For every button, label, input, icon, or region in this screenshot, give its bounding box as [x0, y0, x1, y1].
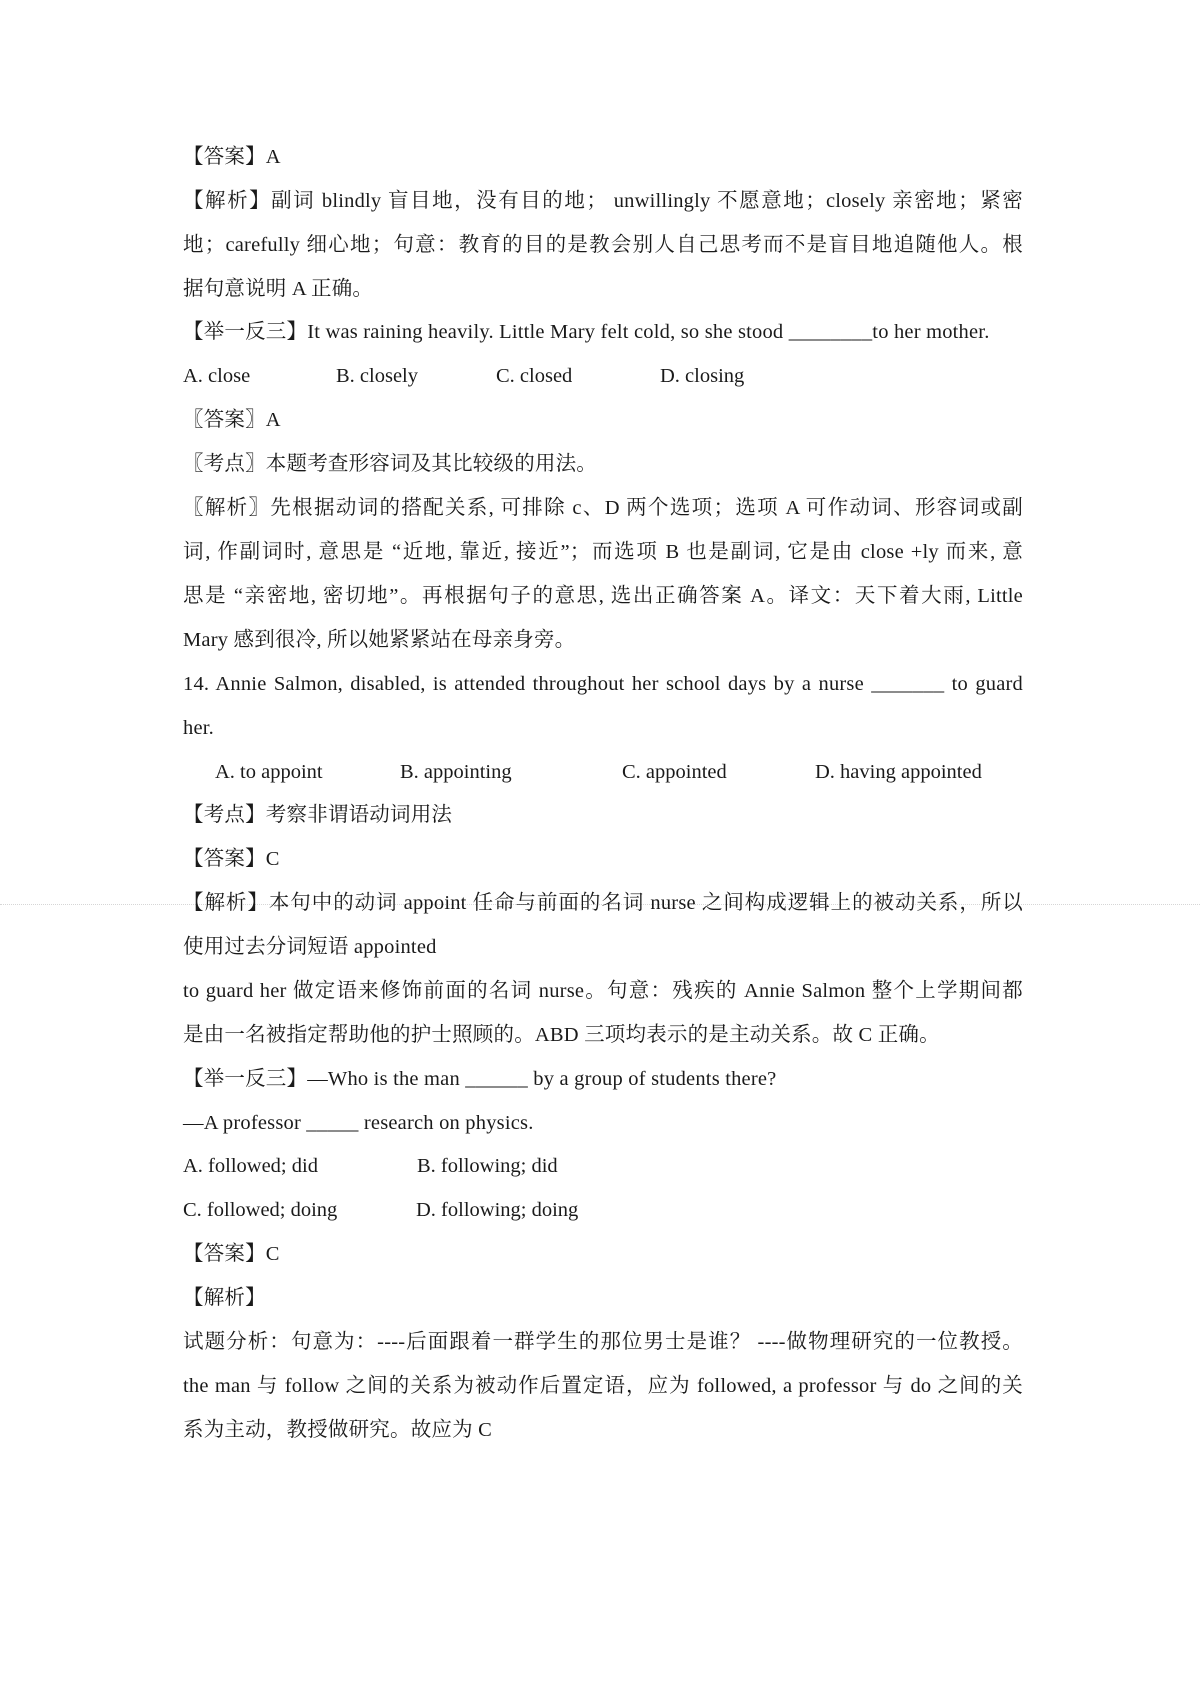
option-a: A. to appoint — [215, 761, 323, 783]
related-question-cont: —A professor _____ research on physics. — [183, 1112, 534, 1134]
related-analysis-line: 系为主动，教授做研究。故应为 C — [183, 1419, 492, 1441]
related-point: 〖考点〗本题考查形容词及其比较级的用法。 — [183, 453, 597, 475]
analysis-line: 是由一名被指定帮助他的护士照顾的。ABD 三项均表示的是主动关系。故 C 正确。 — [183, 1024, 940, 1046]
analysis-line: 【解析】副词 blindly 盲目地，没有目的地； unwillingly 不愿意地；closely 亲密地；紧密 — [183, 190, 1023, 212]
analysis-line: 【解析】本句中的动词 appoint 任命与前面的名词 nurse 之间构成逻辑上的被动关系，所以 — [183, 892, 1023, 914]
answer-line: 【答案】A — [183, 146, 281, 168]
question-14-cont: her. — [183, 717, 214, 739]
related-analysis-line: 试题分析：句意为：----后面跟着一群学生的那位男士是谁？ ----做物理研究的一位教授。 — [183, 1331, 1023, 1353]
related-analysis-head: 【解析】 — [183, 1287, 266, 1309]
related-question: 【举一反三】It was raining heavily. Little Mary felt cold, so she stood ________to her mother. — [183, 321, 990, 343]
related-analysis-line: 〖解析〗先根据动词的搭配关系, 可排除 c、D 两个选项；选项 A 可作动词、形容词或副 — [183, 497, 1023, 519]
option-c: C. followed; doing — [183, 1199, 338, 1221]
related-question: 【举一反三】—Who is the man ______ by a group of students there? — [183, 1068, 777, 1090]
related-analysis-line: 思是 “亲密地, 密切地”。再根据句子的意思, 选出正确答案 A。译文：天下着大雨, Little — [183, 585, 1023, 607]
point-line: 【考点】考察非谓语动词用法 — [183, 804, 453, 826]
related-analysis-line: the man 与 follow 之间的关系为被动作后置定语，应为 followed, a professor 与 do 之间的关 — [183, 1375, 1023, 1397]
question-14: 14. Annie Salmon, disabled, is attended throughout her school days by a nurse _______ to guard — [183, 673, 1023, 695]
option-a: A. close — [183, 365, 251, 387]
analysis-line: 使用过去分词短语 appointed — [183, 936, 437, 958]
related-analysis-line: Mary 感到很冷, 所以她紧紧站在母亲身旁。 — [183, 629, 576, 651]
option-d: D. having appointed — [815, 761, 982, 783]
related-answer: 【答案】C — [183, 1243, 280, 1265]
related-analysis-line: 词, 作副词时, 意思是 “近地, 靠近, 接近”；而选项 B 也是副词, 它是由 close +ly 而来, 意 — [183, 541, 1023, 563]
option-a: A. followed; did — [183, 1155, 318, 1177]
option-c: C. closed — [496, 365, 573, 387]
option-d: D. closing — [660, 365, 745, 387]
option-c: C. appointed — [622, 761, 727, 783]
analysis-line: 据句意说明 A 正确。 — [183, 278, 374, 300]
related-answer: 〖答案〗A — [183, 409, 281, 431]
answer-line: 【答案】C — [183, 848, 280, 870]
option-b: B. following; did — [417, 1155, 558, 1177]
option-b: B. closely — [336, 365, 418, 387]
option-d: D. following; doing — [416, 1199, 579, 1221]
analysis-line: to guard her 做定语来修饰前面的名词 nurse。句意：残疾的 Annie Salmon 整个上学期间都 — [183, 980, 1023, 1002]
option-b: B. appointing — [400, 761, 512, 783]
analysis-line: 地；carefully 细心地；句意：教育的目的是教会别人自己思考而不是盲目地追随他人。根 — [183, 234, 1023, 256]
